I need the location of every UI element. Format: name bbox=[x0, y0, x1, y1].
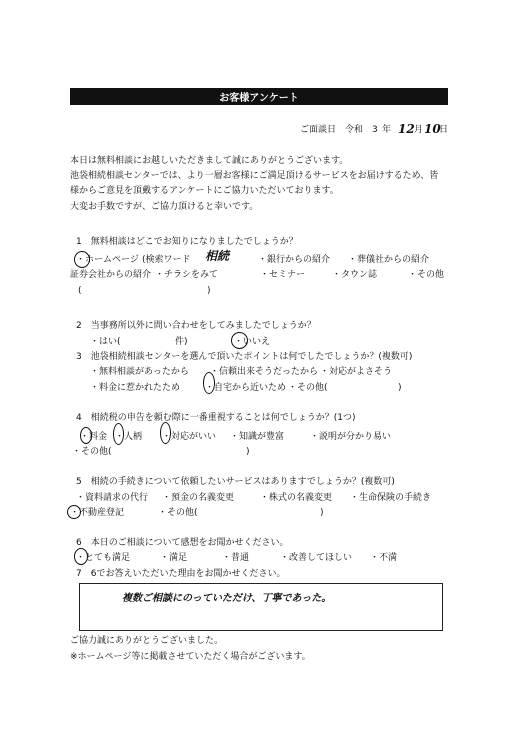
q5-opt-realestate: ・不動産登記 bbox=[70, 508, 125, 518]
q3-opt-response: ・対応がよさそう bbox=[320, 367, 393, 377]
q5-opt-docs: ・資料請求の代行 bbox=[76, 493, 149, 503]
date-day-unit: 日 bbox=[439, 125, 449, 135]
survey-title: お客様アンケート bbox=[70, 88, 448, 105]
q2-opt-no: ・いいえ bbox=[234, 337, 271, 347]
q1-opt-bank: ・銀行からの紹介 bbox=[258, 255, 331, 265]
q5-opt-stock: ・株式の名義変更 bbox=[260, 493, 333, 503]
selected-circle-mark bbox=[67, 505, 81, 519]
q1-paren-open: ( bbox=[78, 286, 82, 296]
selected-circle-mark bbox=[203, 372, 215, 394]
q1-opt-other: ・その他 bbox=[408, 270, 445, 280]
q1-opt-securities: 証券会社からの紹介 bbox=[70, 270, 152, 280]
q1-opt-search: (検索ワード bbox=[142, 255, 191, 265]
date-label: ご面談日 bbox=[300, 125, 337, 135]
q6-opt-normal: ・普通 bbox=[222, 553, 250, 563]
q4-opt-person: ・人柄 bbox=[115, 432, 143, 442]
q4-opt-other: ・その他( bbox=[72, 447, 112, 457]
q1-opt-flyer: ・チラシをみて bbox=[155, 270, 219, 280]
selected-circle-mark bbox=[160, 422, 171, 444]
date-year-unit: 年 bbox=[382, 125, 392, 135]
selected-circle-mark bbox=[80, 427, 92, 444]
q1-search-word: 相続 bbox=[205, 249, 230, 263]
footnote-text: ※ホームページ等に掲載させていただく場合がございます。 bbox=[70, 652, 311, 662]
q6-opt-dissatisfied: ・不満 bbox=[370, 553, 398, 563]
date-month: 12 bbox=[398, 122, 415, 136]
q1-opt-seminar: ・セミナー bbox=[260, 270, 306, 280]
q2-count-unit: 件) bbox=[175, 337, 188, 347]
q5-question: 5 相続の手続きについて依頼したいサービスはありますでしょうか？(複数可) bbox=[76, 477, 395, 487]
q4-opt-response: ・対応がいい bbox=[162, 432, 217, 442]
selected-circle-mark bbox=[113, 423, 124, 445]
q3-opt-free: ・無料相談があったから bbox=[90, 367, 189, 377]
q6-opt-improve: ・改善してほしい bbox=[280, 553, 353, 563]
q6-question: 6 本日のご相談について感想をお聞かせください。 bbox=[76, 538, 289, 548]
q3-question: 3 池袋相続相談センターを選んで頂いたポイントは何でしたでしょうか？(複数可) bbox=[76, 352, 413, 362]
selected-circle-mark bbox=[74, 251, 90, 268]
q7-answer-text: 複数ご相談にのっていただけ、丁寧であった。 bbox=[122, 593, 332, 604]
date-day: 10 bbox=[424, 122, 441, 136]
selected-circle-mark bbox=[231, 332, 248, 349]
q4-question: 4 相続税の申告を頼む際に一番重視することは何でしょうか？(1つ) bbox=[76, 413, 356, 423]
q3-opt-trust: ・信頼出来そうだったから bbox=[210, 367, 319, 377]
q1-opt-funeral: ・葬儀社からの紹介 bbox=[348, 255, 430, 265]
intro-line-1: 本日は無料相談にお越しいただきまして誠にありがとうございます。 bbox=[70, 156, 349, 166]
q3-opt-near: ・自宅から近いため bbox=[205, 383, 287, 393]
date-era: 令和 bbox=[345, 125, 364, 135]
q7-question: 7 6でお答えいただいた理由をお聞かせください。 bbox=[76, 569, 286, 579]
intro-line-2: 池袋相続相談センターでは、より一層お客様にご満足頂けるサービスをお届けするため、皆 bbox=[70, 171, 439, 181]
q1-paren-close: ) bbox=[207, 286, 211, 296]
q4-opt-explain: ・説明が分かり易い bbox=[310, 432, 392, 442]
selected-circle-mark bbox=[74, 548, 88, 565]
q6-opt-very: ・とても満足 bbox=[76, 553, 131, 563]
q4-paren-close: ) bbox=[246, 447, 250, 457]
q1-opt-townmag: ・タウン誌 bbox=[332, 270, 378, 280]
q2-question: 2 当事務所以外に問い合わせをしてみましたでしょうか？ bbox=[76, 321, 316, 331]
intro-line-3: 様からご意見を頂戴するアンケートにご協力いただいております。 bbox=[70, 186, 339, 196]
q3-opt-fee: ・料金に惹かれたため bbox=[90, 383, 181, 393]
q5-opt-deposit: ・預金の名義変更 bbox=[162, 493, 235, 503]
date-year: 3 bbox=[372, 125, 378, 135]
closing-text: ご協力誠にありがとうございました。 bbox=[70, 636, 224, 646]
q7-answer-box bbox=[79, 583, 443, 631]
q1-question: 1 無料相談はどこでお知りになりましたでしょうか？ bbox=[76, 237, 298, 247]
q3-paren-close: ) bbox=[398, 383, 402, 393]
q5-opt-insurance: ・生命保険の手続き bbox=[350, 493, 432, 503]
q6-opt-satisfied: ・満足 bbox=[160, 553, 188, 563]
q5-paren-close: ) bbox=[320, 508, 324, 518]
q1-opt-homepage: ・ホームページ bbox=[76, 255, 139, 265]
q4-opt-knowledge: ・知識が豊富 bbox=[230, 432, 285, 442]
intro-line-4: 大変お手数ですが、ご協力頂けると幸いです。 bbox=[70, 202, 259, 212]
q2-opt-yes: ・はい( bbox=[90, 337, 121, 347]
q5-opt-other: ・その他( bbox=[158, 508, 198, 518]
date-month-unit: 月 bbox=[414, 125, 424, 135]
q3-opt-other: ・その他( bbox=[288, 383, 328, 393]
q4-opt-fee: ・料金 bbox=[80, 432, 108, 442]
